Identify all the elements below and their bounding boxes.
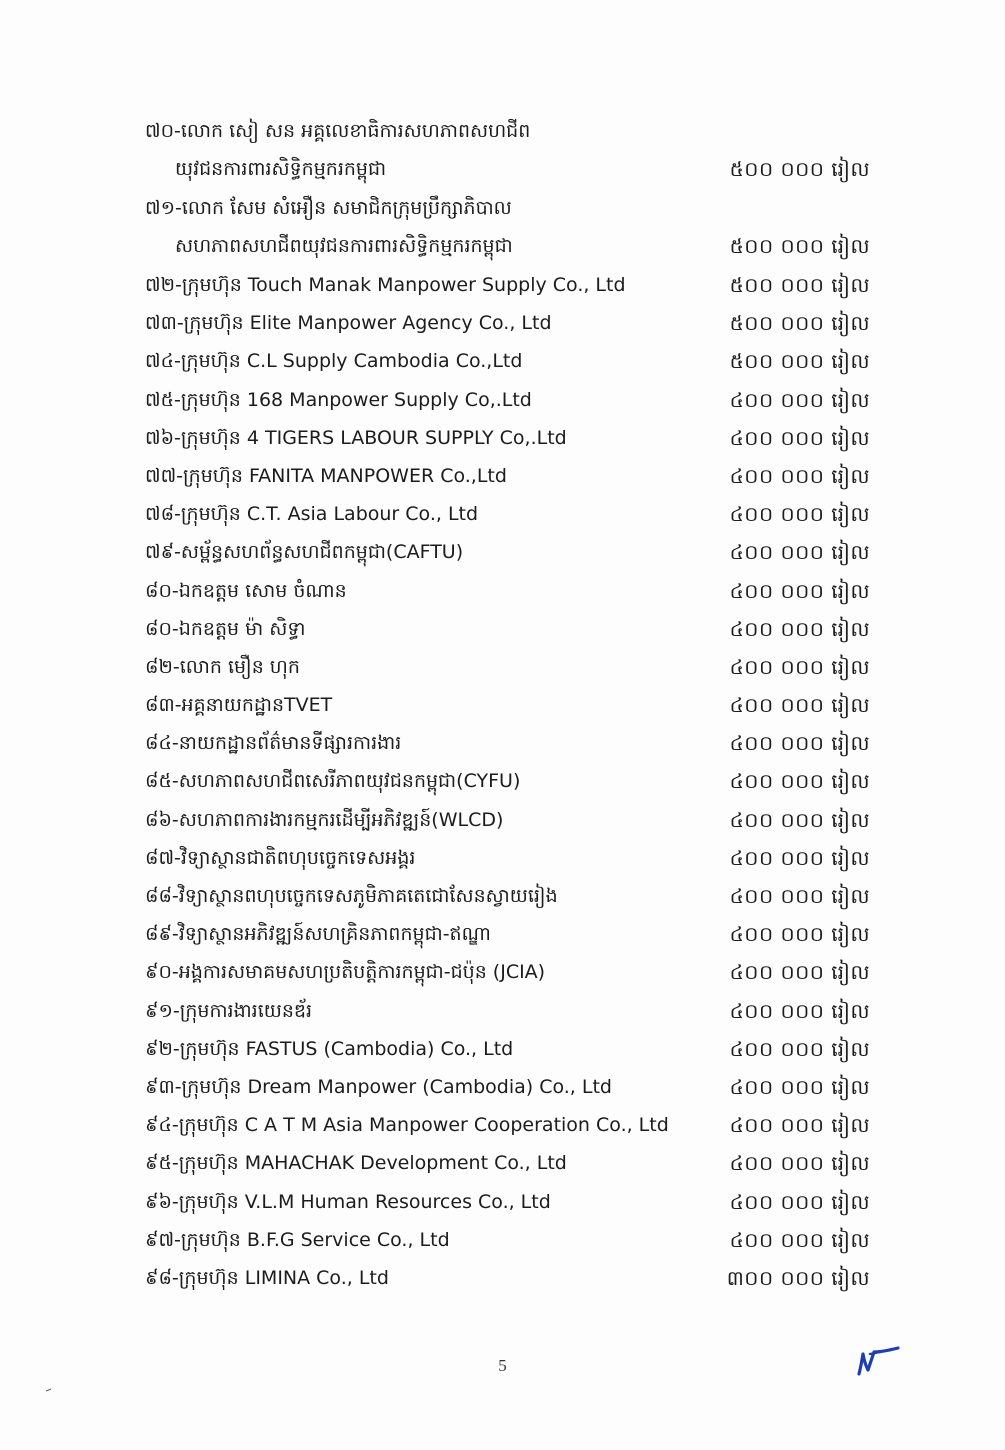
list-item [145,189,870,266]
item-amount: ៤០០ ០០០ រៀល [729,540,870,565]
item-amount: ៤០០ ០០០ រៀល [729,616,870,641]
list-item [145,992,870,1030]
item-label: ៩០-អង្គការសមាគមសហប្រតិបត្តិការកម្ពុជា-ជប៉ុន (JCIA) [145,961,546,984]
list-item [145,877,870,915]
list-item [145,1030,870,1068]
item-label: ៩១-ក្រុមការងារយេនឌ័រ [145,999,312,1022]
list-item [145,572,870,610]
item-amount: ៤០០ ០០០ រៀល [729,387,870,412]
item-amount: ៤០០ ០០០ រៀល [729,845,870,870]
item-amount: ៤០០ ០០០ រៀល [729,1227,870,1252]
list-item [145,1106,870,1144]
list-item [145,686,870,724]
item-label: ៩២-ក្រុមហ៊ុន FASTUS (Cambodia) Co., Ltd [145,1037,514,1060]
list-item [145,839,870,877]
list-item [145,419,870,457]
item-label: ៨០-ឯកឧត្តម សោម ចំណាន [145,579,347,602]
item-label: ៧៤-ក្រុមហ៊ុន C.L Supply Cambodia Co.,Ltd [145,350,523,373]
item-amount: ៤០០ ០០០ រៀល [729,922,870,947]
item-amount: ៥០០ ០០០ រៀល [729,311,870,336]
item-amount: ៤០០ ០០០ រៀល [729,654,870,679]
item-label-continued: សហភាពសហជីពយុវជនការពារសិទ្ធិកម្មករកម្ពុជា [175,235,513,257]
item-label: ៧៦-ក្រុមហ៊ុន 4 TIGERS LABOUR SUPPLY Co,.Ltd [145,426,567,449]
item-amount: ៤០០ ០០០ រៀល [729,463,870,488]
list-item [145,1068,870,1106]
item-amount: ៤០០ ០០០ រៀល [729,960,870,985]
item-amount: ៤០០ ០០០ រៀល [729,1189,870,1214]
list-item [145,762,870,800]
item-label: ៩៨-ក្រុមហ៊ុន LIMINA Co., Ltd [145,1266,389,1289]
item-amount: ៤០០ ០០០ រៀល [729,1074,870,1099]
list-item [145,801,870,839]
list-item [145,953,870,991]
item-label-continued: យុវជនការពារសិទ្ធិកម្មករកម្ពុជា [175,158,387,180]
item-amount: ៤០០ ០០០ រៀល [729,731,870,756]
item-label: ៩៦-ក្រុមហ៊ុន V.L.M Human Resources Co., Ltd [145,1190,551,1213]
item-label: ៧៥-ក្រុមហ៊ុន 168 Manpower Supply Co,.Ltd [145,388,532,411]
list-item [145,457,870,495]
item-label: ៧១-លោក សែម សំអឿន សមាជិកក្រុមប្រឹក្សាភិបាល [145,197,512,219]
item-amount: ៥០០ ០០០ រៀល [729,273,870,297]
list-item [145,1259,870,1297]
item-label: ៨៩-វិទ្យាស្ថានអភិវឌ្ឍន៍សហគ្រិនភាពកម្ពុជា-ឥណ្ឌា [145,923,491,946]
item-amount: ៣០០ ០០០ រៀល [726,1265,870,1290]
list-item [145,342,870,380]
list-item [145,1221,870,1259]
item-label: ៧៩-សម្ព័ន្ធសហព័ន្ធសហជីពកម្ពុជា(CAFTU) [145,541,464,564]
item-amount: ៤០០ ០០០ រៀល [729,884,870,908]
item-label: ៨២-លោក មឿន ហុក [145,655,300,678]
item-amount: ៥០០ ០០០ រៀល [729,157,870,181]
handwritten-initials-icon [852,1340,902,1380]
item-amount: ៤០០ ០០០ រៀល [729,1036,870,1061]
item-label: ៧៧-ក្រុមហ៊ុន FANITA MANPOWER Co.,Ltd [145,464,507,487]
page-number: 5 [498,1356,507,1375]
item-amount: ៤០០ ០០០ រៀល [729,425,870,450]
item-amount: ៤០០ ០០០ រៀល [729,1151,870,1176]
list-item [145,915,870,953]
list-item [145,1183,870,1221]
item-label: ៨០-ឯកឧត្តម ម៉ា សិទ្ធា [145,617,306,640]
item-amount: ៤០០ ០០០ រៀល [729,807,870,832]
item-label: ៩៧-ក្រុមហ៊ុន B.F.G Service Co., Ltd [145,1228,450,1251]
item-amount: ៤០០ ០០០ រៀល [729,1113,870,1138]
item-amount: ៤០០ ០០០ រៀល [729,578,870,603]
contribution-list [145,112,870,1297]
list-item [145,304,870,342]
item-label: ៨៥-សហភាពសហជីពសេរីភាពយុវជនកម្ពុជា(CYFU) [145,770,521,793]
list-item [145,533,870,571]
item-amount: ៤០០ ០០០ រៀល [729,769,870,794]
item-label: ៧៨-ក្រុមហ៊ុន C.T. Asia Labour Co., Ltd [145,503,479,526]
item-label: ៩៤-ក្រុមហ៊ុន C A T M Asia Manpower Cooperation Co., Ltd [145,1114,669,1137]
item-label: ៩៣-ក្រុមហ៊ុន Dream Manpower (Cambodia) Co., Ltd [145,1075,612,1098]
item-amount: ៥០០ ០០០ រៀល [729,234,870,258]
list-item [145,648,870,686]
item-amount: ៥០០ ០០០ រៀល [729,349,870,374]
item-label: ៧៣-ក្រុមហ៊ុន Elite Manpower Agency Co., Ltd [145,312,552,335]
item-label: ៨៤-នាយកដ្ឋានព័ត៌មានទីផ្សារការងារ [145,732,402,755]
list-item [145,266,870,304]
list-item [145,381,870,419]
scan-speck-icon [46,1388,52,1392]
item-amount: ៤០០ ០០០ រៀល [729,502,870,527]
item-amount: ៤០០ ០០០ រៀល [729,998,870,1023]
list-item [145,724,870,762]
item-label: ៩៥-ក្រុមហ៊ុន MAHACHAK Development Co., Ltd [145,1152,567,1175]
item-label: ៧០-លោក សៀ សន អគ្គលេខាធិការសហភាពសហជីព [145,120,531,142]
item-label: ៨៣-អគ្គនាយកដ្ឋានTVET [145,694,333,717]
item-label: ៨៦-សហភាពការងារកម្មករដើម្បីអភិវឌ្ឍន៍(WLCD) [145,808,504,831]
item-label: ៧២-ក្រុមហ៊ុន Touch Manak Manpower Supply Co., Ltd [145,274,626,296]
item-label: ៨៨-វិទ្យាស្ថានពហុបច្ចេកទេសភូមិភាគតេជោសែនស្វាយរៀង [145,885,558,907]
list-item [145,610,870,648]
item-label: ៨៧-វិទ្យាស្ថានជាតិពហុបច្ចេកទេសអង្គរ [145,846,416,869]
list-item [145,495,870,533]
item-amount: ៤០០ ០០០ រៀល [729,693,870,718]
list-item [145,1144,870,1182]
list-item [145,112,870,189]
